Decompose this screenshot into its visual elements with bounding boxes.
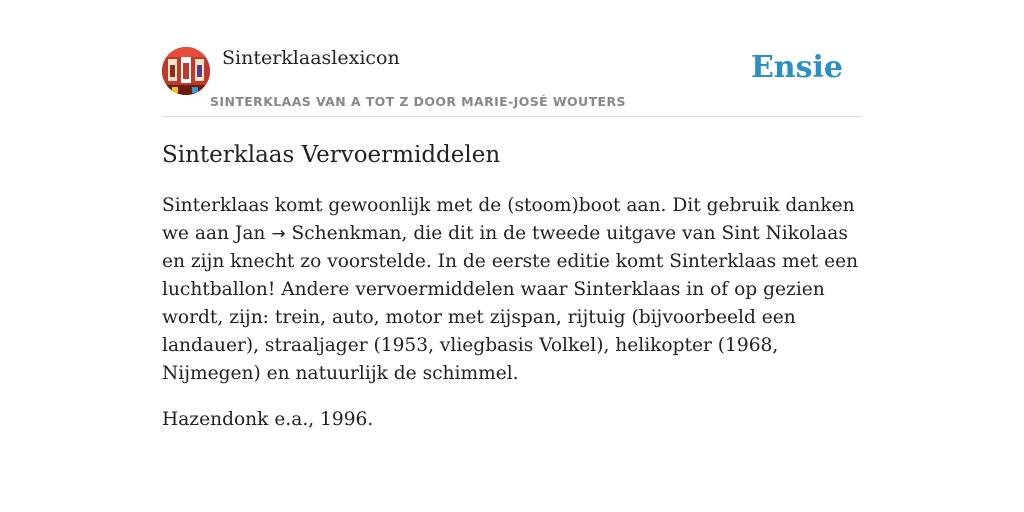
avatar-image: [162, 47, 210, 95]
site-header: [162, 44, 862, 117]
article: [162, 140, 862, 434]
body-text-part1: Sinterklaas komt gewoonlijk met de (stoom)boot aan. Dit gebruik danken we aan Jan: [162, 195, 855, 244]
article-body: [162, 192, 862, 388]
article-reference: Hazendonk e.a., 1996.: [162, 409, 374, 430]
site-title-link[interactable]: Sinterklaaslexicon: [222, 47, 400, 69]
ensie-logo-link[interactable]: Ensie: [750, 50, 843, 85]
site-subtitle: SINTERKLAAS VAN A TOT Z DOOR MARIE-JOSÉ WOUTERS: [210, 94, 626, 109]
article-title: Sinterklaas Vervoermiddelen: [162, 142, 501, 168]
site-avatar[interactable]: [162, 47, 210, 95]
link-arrow-icon[interactable]: →: [271, 224, 286, 244]
body-text-part2: Schenkman, die dit in de tweede uitgave van Sint Nikolaas en zijn knecht zo voorstelde. In de eerste editie komt Sinterklaas met een luchtballon! Andere vervoermiddelen waar Sinterklaas in of op gezien wordt, zijn: trein, auto, motor met zijspan, rijtuig (bijvoorbeeld een landauer), straaljager (1953, vliegbasis Volkel), helikopter (1968, Nijmegen) en natuurlijk de schimmel.: [162, 223, 859, 384]
